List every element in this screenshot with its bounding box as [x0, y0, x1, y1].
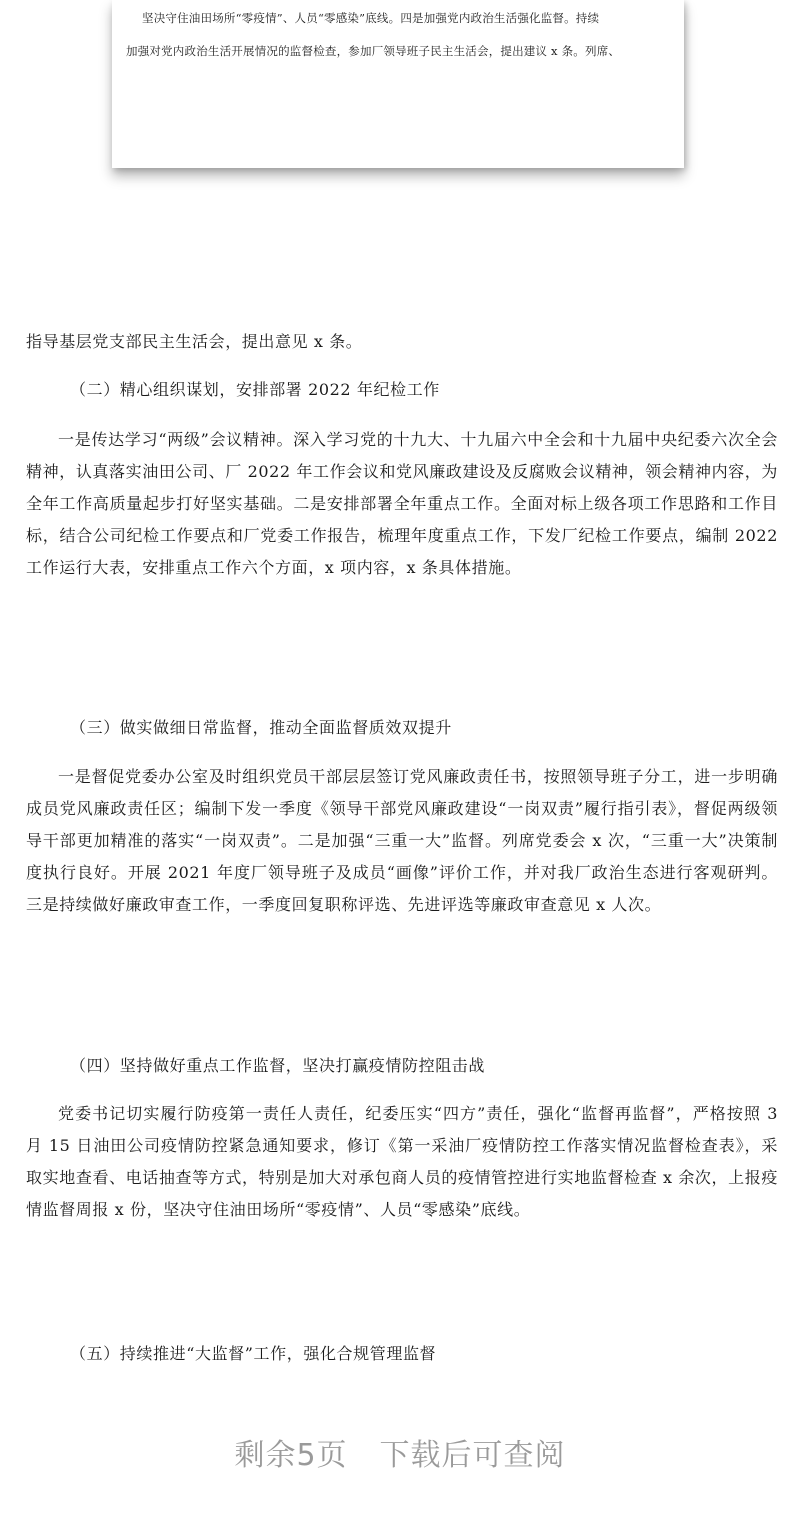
remaining-pages-label: 剩余5页 — [234, 1438, 348, 1473]
paragraph: 一是传达学习“两级”会议精神。深入学习党的十九大、十九届六中全会和十九届中央纪委六次全会精神，认真落实油田公司、厂 2022 年工作会议和党风廉政建设及反腐败会议精神，领会精神内容，为全年工作高质量起步打好坚实基础。二是安排部署全年重点工作。全面对标上级各项工作思路和工作目标，结合公司纪检工作要点和厂党委工作报告，梳理年度重点工作，下发厂纪检工作要点，编制 2022 工作运行大表，安排重点工作六个方面，x 项内容，x 条具体措施。 — [26, 430, 778, 577]
paragraph: 党委书记切实履行防疫第一责任人责任，纪委压实“四方”责任，强化“监督再监督”，严格按照 3 月 15 日油田公司疫情防控紧急通知要求，修订《第一采油厂疫情防控工作落实情况监督检查表》，采取实地查看、电话抽查等方式，特别是加大对承包商人员的疫情管控进行实地监督检查 x 余次，上报疫情监督周报 x 份，坚决守住油田场所“零疫情”、人员“零感染”底线。 — [26, 1104, 778, 1219]
download-prompt[interactable] — [0, 1430, 800, 1474]
paragraph: 一是督促党委办公室及时组织党员干部层层签订党风廉政责任书，按照领导班子分工，进一步明确成员党风廉政责任区；编制下发一季度《领导干部党风廉政建设“一岗双责”履行指引表》，督促两级领导干部更加精准的落实“一岗双责”。二是加强“三重一大”监督。列席党委会 x 次，“三重一大”决策制度执行良好。开展 2021 年度厂领导班子及成员“画像”评价工作，并对我厂政治生态进行客观研判。三是持续做好廉政审查工作，一季度回复职称评选、先进评选等廉政审查意见 x 人次。 — [26, 767, 778, 914]
page-preview-card — [112, 0, 684, 168]
preview-text-line: 坚决守住油田场所“零疫情”、人员“零感染”底线。四是加强党内政治生活强化监督。持续 — [142, 11, 600, 25]
section-heading: （三）做实做细日常监督，推动全面监督质效双提升 — [70, 718, 452, 737]
section-heading: （二）精心组织谋划，安排部署 2022 年纪检工作 — [70, 380, 440, 399]
paragraph: 指导基层党支部民主生活会，提出意见 x 条。 — [26, 332, 363, 351]
download-hint-label: 下载后可查阅 — [379, 1438, 566, 1473]
preview-text-line: 加强对党内政治生活开展情况的监督检查，参加厂领导班子民主生活会，提出建议 x 条。列席、 — [126, 44, 621, 58]
section-heading: （四）坚持做好重点工作监督，坚决打赢疫情防控阻击战 — [70, 1056, 486, 1075]
section-heading: （五）持续推进“大监督”工作，强化合规管理监督 — [70, 1344, 437, 1363]
